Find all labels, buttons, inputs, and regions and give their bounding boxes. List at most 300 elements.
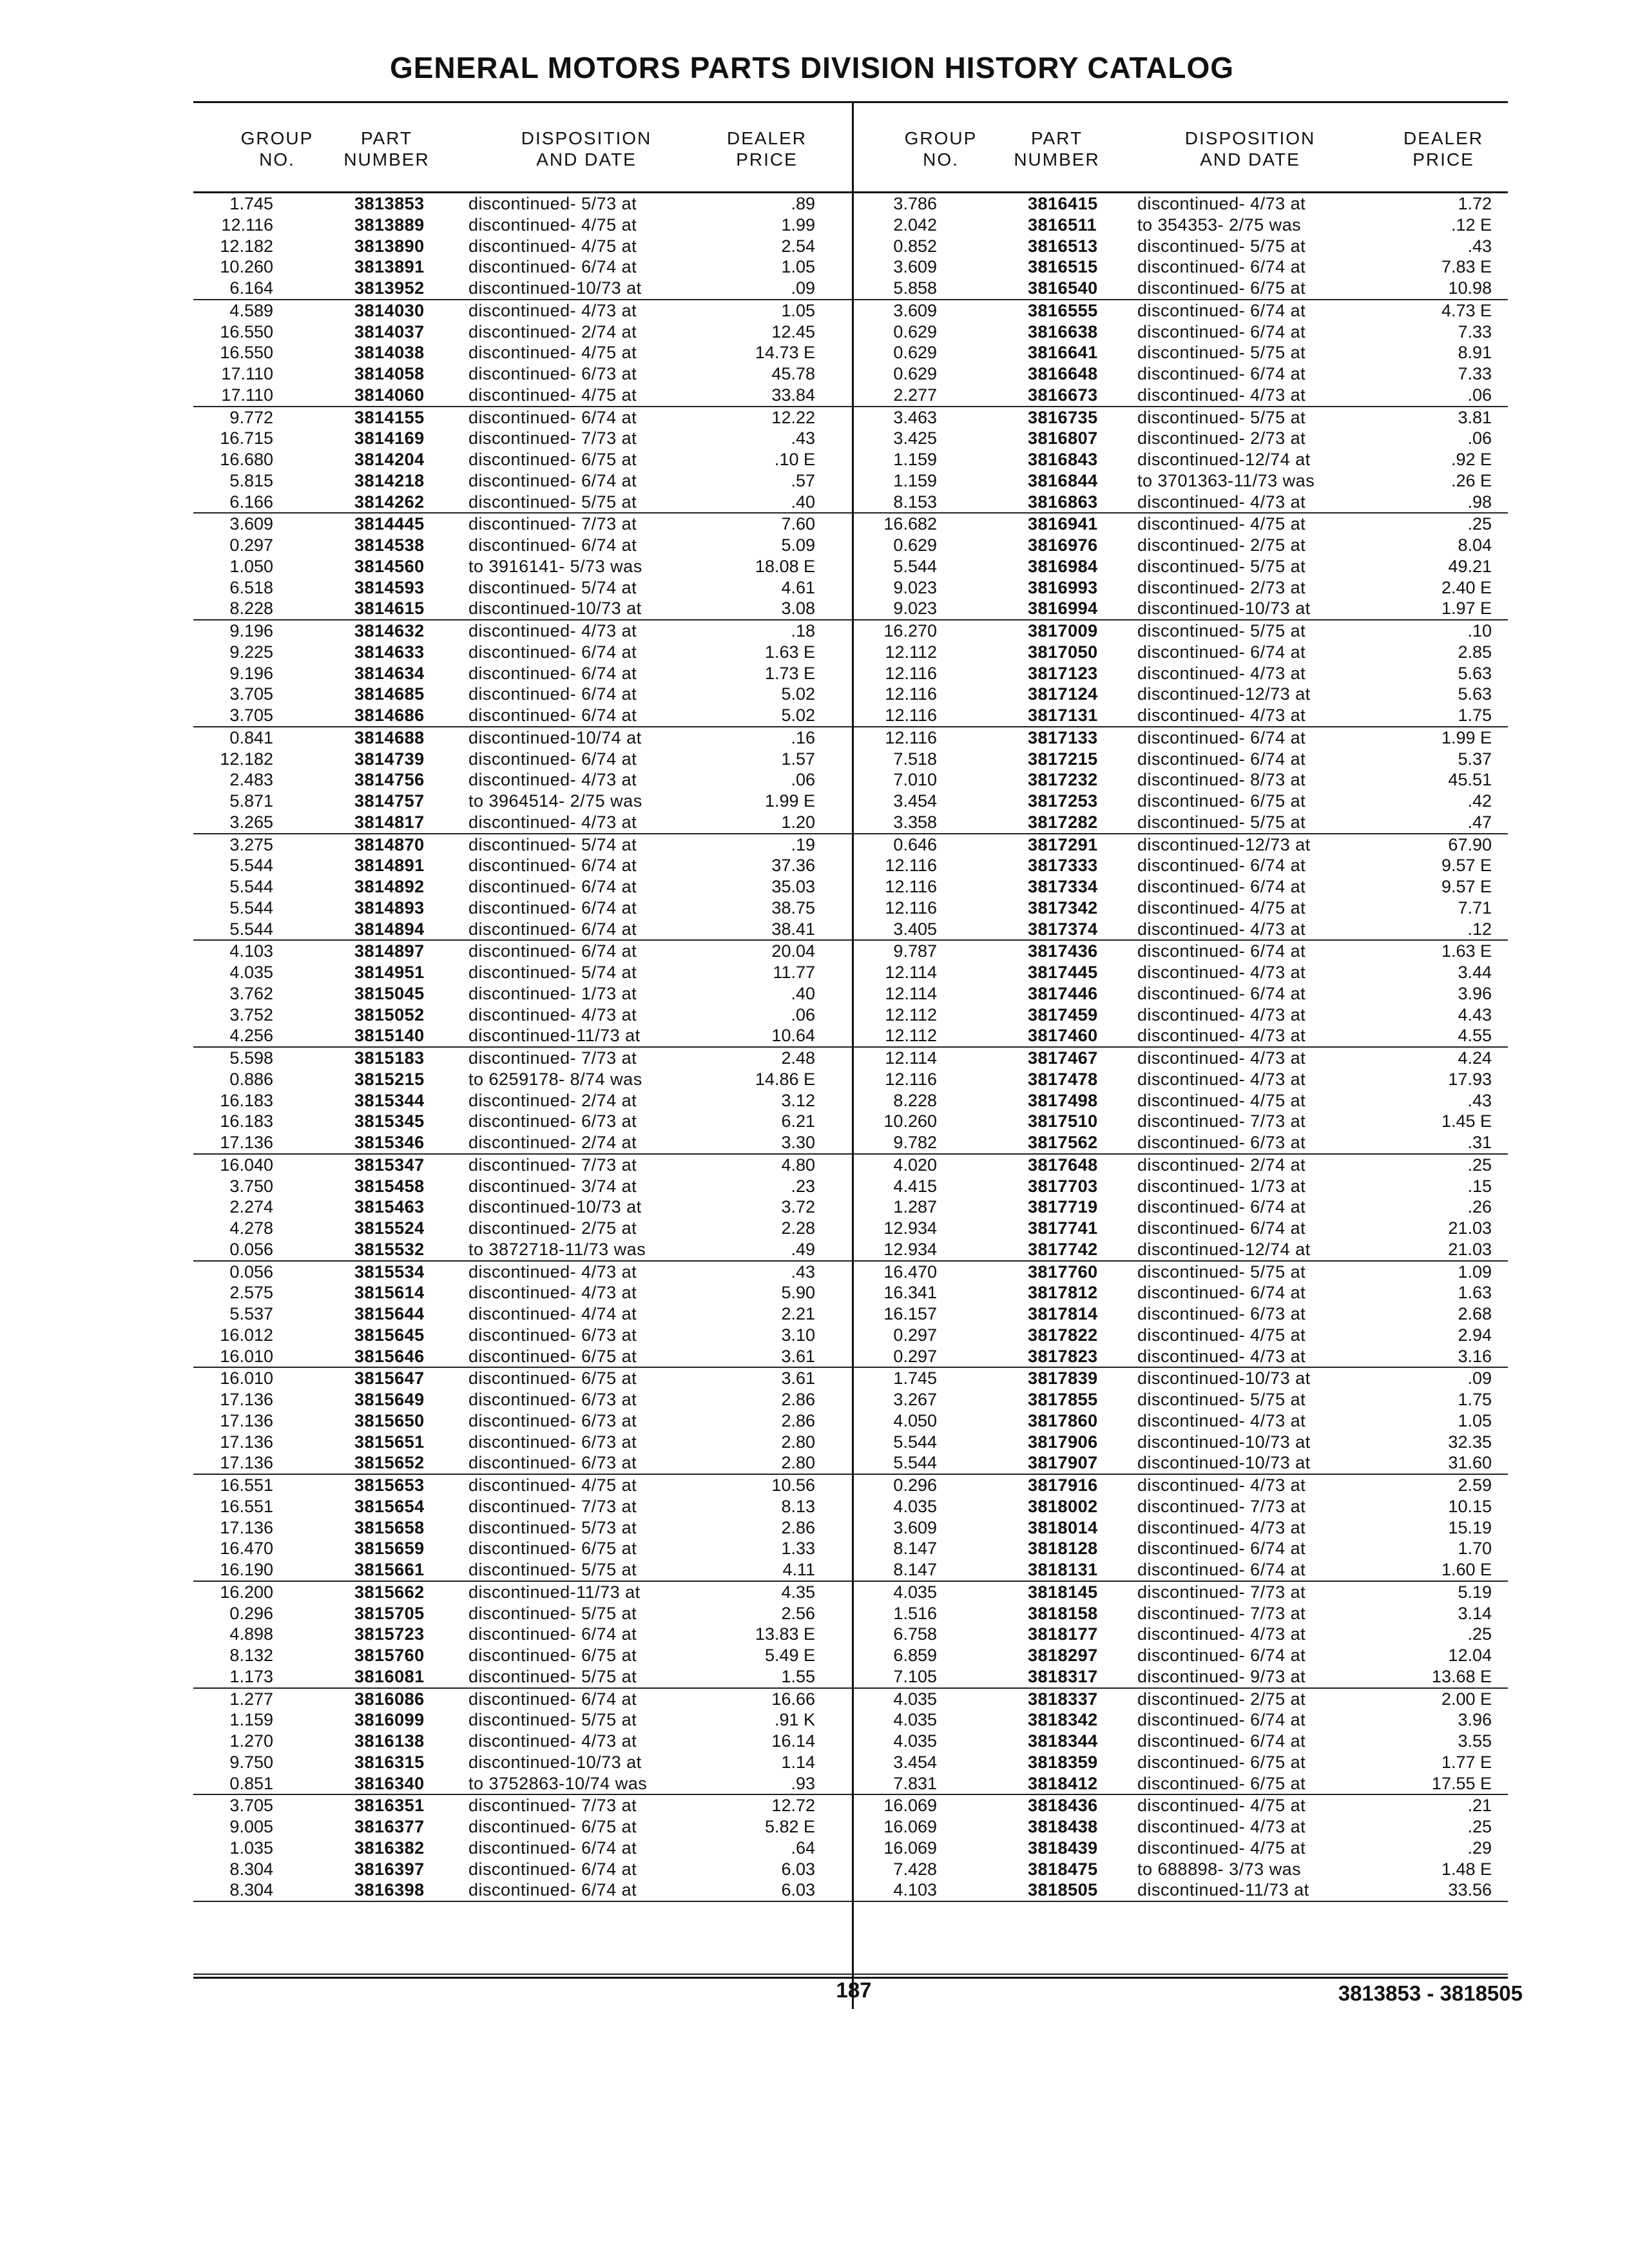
disposition: discontinued- 6/74 at bbox=[1137, 1710, 1306, 1730]
table-row bbox=[193, 727, 852, 749]
table-row bbox=[193, 598, 852, 620]
table-row bbox=[193, 1218, 852, 1239]
part-number: 3816099 bbox=[354, 1710, 425, 1730]
disposition: discontinued- 5/75 at bbox=[468, 1710, 637, 1730]
group-number: 3.463 bbox=[893, 407, 937, 427]
dealer-price: 13.68 E bbox=[1431, 1666, 1492, 1686]
disposition: discontinued- 1/73 at bbox=[1137, 1176, 1306, 1196]
group-number: 1.277 bbox=[229, 1689, 273, 1709]
table-row bbox=[193, 1303, 852, 1325]
disposition: discontinued- 7/73 at bbox=[468, 428, 637, 448]
disposition: discontinued- 5/75 at bbox=[1137, 343, 1306, 363]
header-part-left: PART NUMBER bbox=[343, 128, 430, 169]
part-number: 3817823 bbox=[1028, 1346, 1098, 1366]
table-row bbox=[854, 1689, 1508, 1710]
dealer-price: 3.44 bbox=[1458, 963, 1492, 982]
dealer-price: 2.59 bbox=[1458, 1475, 1492, 1495]
group-number: 2.575 bbox=[229, 1283, 273, 1303]
table-row bbox=[193, 1859, 852, 1880]
disposition: discontinued- 6/73 at bbox=[468, 1325, 637, 1345]
group-number: 1.159 bbox=[229, 1710, 273, 1730]
disposition: discontinued- 4/73 at bbox=[468, 1262, 637, 1282]
dealer-price: 1.48 E bbox=[1441, 1859, 1492, 1879]
dealer-price: .31 bbox=[1467, 1133, 1492, 1152]
part-number: 3817282 bbox=[1028, 812, 1098, 832]
dealer-price: .91 K bbox=[774, 1710, 815, 1730]
dealer-price: .49 bbox=[791, 1239, 815, 1259]
part-number: 3817232 bbox=[1028, 770, 1098, 790]
disposition: discontinued- 7/73 at bbox=[468, 514, 637, 534]
disposition: discontinued- 6/74 at bbox=[1137, 257, 1306, 277]
disposition: discontinued- 6/73 at bbox=[1137, 1133, 1306, 1152]
disposition: discontinued- 7/73 at bbox=[468, 1048, 637, 1068]
dealer-price: .43 bbox=[1467, 236, 1492, 256]
table-row bbox=[854, 1859, 1508, 1880]
table-row bbox=[854, 1582, 1508, 1603]
table-row bbox=[193, 1196, 852, 1218]
dealer-price: .57 bbox=[791, 470, 815, 490]
group-number: 7.831 bbox=[893, 1773, 937, 1793]
dealer-price: 10.15 bbox=[1448, 1496, 1492, 1516]
group-number: 4.035 bbox=[893, 1496, 937, 1516]
table-row bbox=[854, 1282, 1508, 1303]
part-number: 3817460 bbox=[1028, 1026, 1098, 1046]
group-number: 2.274 bbox=[229, 1197, 273, 1217]
group-number: 9.196 bbox=[229, 663, 273, 683]
disposition: discontinued- 6/74 at bbox=[468, 941, 637, 961]
dealer-price: 2.48 bbox=[781, 1048, 815, 1068]
disposition: discontinued-10/73 at bbox=[468, 599, 642, 619]
part-number: 3814634 bbox=[354, 663, 425, 683]
table-row bbox=[854, 1624, 1508, 1645]
dealer-price: 4.11 bbox=[782, 1560, 815, 1579]
group-number: 1.745 bbox=[229, 194, 273, 213]
part-number: 3814893 bbox=[354, 898, 425, 918]
part-number: 3816673 bbox=[1028, 385, 1098, 405]
table-row bbox=[854, 1176, 1508, 1197]
table-row bbox=[193, 1773, 852, 1796]
disposition: discontinued- 4/75 at bbox=[1137, 898, 1306, 918]
table-row bbox=[193, 1239, 852, 1262]
dealer-price: 4.43 bbox=[1458, 1004, 1492, 1024]
part-number: 3816807 bbox=[1028, 428, 1098, 448]
part-number: 3817907 bbox=[1028, 1453, 1098, 1473]
disposition: discontinued- 6/74 at bbox=[468, 663, 637, 683]
group-number: 10.260 bbox=[220, 257, 273, 277]
disposition: discontinued- 7/73 at bbox=[1137, 1582, 1306, 1602]
table-row bbox=[193, 1069, 852, 1090]
disposition: discontinued- 6/74 at bbox=[468, 642, 637, 662]
dealer-price: 21.03 bbox=[1448, 1218, 1492, 1238]
dealer-price: .10 bbox=[1467, 621, 1492, 640]
part-number: 3815140 bbox=[354, 1026, 425, 1046]
dealer-price: 9.57 E bbox=[1441, 877, 1492, 896]
disposition: discontinued- 6/75 at bbox=[468, 1817, 637, 1836]
disposition: discontinued- 2/75 at bbox=[1137, 535, 1306, 555]
table-row bbox=[854, 791, 1508, 812]
disposition: discontinued-12/73 at bbox=[1137, 684, 1311, 704]
dealer-price: 7.83 E bbox=[1441, 257, 1492, 277]
disposition: discontinued- 4/73 at bbox=[1137, 919, 1306, 939]
group-number: 5.537 bbox=[229, 1304, 273, 1323]
table-row bbox=[854, 363, 1508, 385]
dealer-price: .43 bbox=[1467, 1090, 1492, 1110]
disposition: discontinued- 6/74 at bbox=[1137, 1539, 1306, 1559]
dealer-price: 14.86 E bbox=[755, 1069, 815, 1089]
disposition: discontinued- 6/74 at bbox=[1137, 364, 1306, 383]
part-number: 3816641 bbox=[1028, 343, 1098, 363]
group-number: 8.147 bbox=[893, 1560, 937, 1579]
table-row bbox=[854, 1709, 1508, 1731]
table-row bbox=[854, 876, 1508, 898]
dealer-price: 1.99 E bbox=[1441, 727, 1492, 747]
part-number: 3817291 bbox=[1028, 834, 1098, 854]
table-row bbox=[854, 1452, 1508, 1475]
dealer-price: .29 bbox=[1467, 1838, 1492, 1858]
part-number: 3815183 bbox=[354, 1048, 425, 1068]
disposition: discontinued- 6/74 at bbox=[1137, 642, 1306, 662]
part-number: 3815534 bbox=[354, 1262, 425, 1282]
group-number: 4.035 bbox=[893, 1689, 937, 1709]
dealer-price: 12.04 bbox=[1448, 1646, 1492, 1665]
disposition: discontinued-10/74 at bbox=[468, 727, 642, 747]
group-number: 1.050 bbox=[229, 556, 273, 576]
disposition: to 6259178- 8/74 was bbox=[468, 1069, 642, 1089]
part-number: 3816382 bbox=[354, 1838, 425, 1858]
disposition: discontinued- 2/75 at bbox=[468, 1218, 637, 1238]
group-number: 4.035 bbox=[893, 1710, 937, 1730]
dealer-price: 12.72 bbox=[771, 1796, 815, 1816]
disposition: discontinued- 2/73 at bbox=[1137, 577, 1306, 597]
dealer-price: 31.60 bbox=[1448, 1453, 1492, 1473]
table-row bbox=[854, 514, 1508, 535]
part-number: 3818128 bbox=[1028, 1539, 1098, 1559]
group-number: 16.183 bbox=[220, 1111, 273, 1131]
dealer-price: 2.56 bbox=[781, 1603, 815, 1623]
dealer-price: 16.14 bbox=[771, 1731, 815, 1751]
dealer-price: 1.99 E bbox=[764, 791, 815, 811]
group-number: 0.852 bbox=[893, 236, 937, 256]
dealer-price: 33.56 bbox=[1448, 1880, 1492, 1900]
disposition: discontinued- 4/73 at bbox=[1137, 1048, 1306, 1068]
group-number: 1.516 bbox=[893, 1603, 937, 1623]
dealer-price: 38.41 bbox=[771, 919, 815, 939]
table-row bbox=[854, 342, 1508, 363]
dealer-price: .25 bbox=[1467, 1817, 1492, 1836]
dealer-price: 20.04 bbox=[771, 941, 815, 961]
part-number: 3818014 bbox=[1028, 1517, 1098, 1537]
dealer-price: 4.61 bbox=[781, 577, 815, 597]
part-number: 3816976 bbox=[1028, 535, 1098, 555]
group-number: 8.228 bbox=[893, 1090, 937, 1110]
group-number: 10.260 bbox=[883, 1111, 937, 1131]
disposition: discontinued- 8/73 at bbox=[1137, 770, 1306, 790]
group-number: 17.110 bbox=[221, 364, 273, 383]
disposition: discontinued- 5/75 at bbox=[468, 1666, 637, 1686]
dealer-price: 14.73 E bbox=[755, 343, 815, 363]
dealer-price: .43 bbox=[791, 1262, 815, 1282]
part-number: 3818297 bbox=[1028, 1646, 1098, 1665]
group-number: 3.267 bbox=[893, 1390, 937, 1409]
dealer-price: 1.09 bbox=[1458, 1262, 1492, 1282]
table-row bbox=[854, 1069, 1508, 1090]
dealer-price: .15 bbox=[1467, 1176, 1492, 1196]
table-row bbox=[854, 535, 1508, 556]
table-row bbox=[193, 556, 852, 577]
dealer-price: 2.86 bbox=[781, 1390, 815, 1409]
dealer-price: .23 bbox=[791, 1176, 815, 1196]
group-number: 16.069 bbox=[883, 1817, 937, 1836]
dealer-price: 32.35 bbox=[1448, 1432, 1492, 1452]
group-number: 3.705 bbox=[229, 1796, 273, 1816]
disposition: discontinued- 4/75 at bbox=[1137, 1838, 1306, 1858]
part-number: 3814686 bbox=[354, 706, 425, 725]
header-disposition-left: DISPOSITION AND DATE bbox=[521, 128, 652, 169]
part-number: 3814757 bbox=[354, 791, 425, 811]
disposition: discontinued- 4/73 at bbox=[1137, 963, 1306, 982]
group-number: 12.114 bbox=[885, 983, 937, 1003]
part-number: 3817814 bbox=[1028, 1304, 1098, 1323]
disposition: discontinued- 2/75 at bbox=[1137, 1689, 1306, 1709]
part-number: 3815614 bbox=[354, 1283, 425, 1303]
disposition: discontinued-12/74 at bbox=[1137, 450, 1311, 469]
table-row bbox=[193, 1538, 852, 1559]
part-number: 3816415 bbox=[1028, 194, 1098, 213]
part-number: 3813952 bbox=[354, 278, 425, 298]
part-number: 3816540 bbox=[1028, 278, 1098, 298]
table-row bbox=[854, 642, 1508, 663]
part-number: 3814633 bbox=[354, 642, 425, 662]
disposition: discontinued- 5/75 at bbox=[1137, 621, 1306, 640]
disposition: discontinued- 4/75 at bbox=[1137, 514, 1306, 534]
dealer-price: .10 E bbox=[774, 450, 815, 469]
group-number: 12.116 bbox=[885, 706, 937, 725]
part-number: 3815346 bbox=[354, 1133, 425, 1152]
disposition: discontinued- 4/73 at bbox=[468, 1731, 637, 1751]
part-number: 3818002 bbox=[1028, 1496, 1098, 1516]
disposition: discontinued- 4/73 at bbox=[1137, 492, 1306, 512]
group-number: 12.116 bbox=[221, 215, 273, 235]
table-row bbox=[854, 1132, 1508, 1155]
dealer-price: .06 bbox=[1467, 385, 1492, 405]
group-number: 4.035 bbox=[893, 1731, 937, 1751]
table-row bbox=[193, 1879, 852, 1902]
table-row bbox=[193, 535, 852, 556]
part-number: 3817436 bbox=[1028, 941, 1098, 961]
part-number: 3814262 bbox=[354, 492, 425, 512]
disposition: discontinued- 7/73 at bbox=[1137, 1603, 1306, 1623]
part-number: 3817123 bbox=[1028, 663, 1098, 683]
group-number: 4.415 bbox=[893, 1176, 937, 1196]
dealer-price: 18.08 E bbox=[755, 556, 815, 576]
group-number: 5.598 bbox=[229, 1048, 273, 1068]
table-row bbox=[854, 919, 1508, 941]
dealer-price: 2.68 bbox=[1458, 1304, 1492, 1323]
group-number: 12.114 bbox=[885, 1048, 937, 1068]
table-row bbox=[193, 1048, 852, 1069]
disposition: discontinued- 4/73 at bbox=[1137, 1410, 1306, 1430]
disposition: discontinued- 6/74 at bbox=[1137, 1283, 1306, 1303]
part-number: 3817916 bbox=[1028, 1475, 1098, 1495]
part-number: 3817719 bbox=[1028, 1197, 1098, 1217]
part-number: 3814037 bbox=[354, 322, 425, 341]
table-row bbox=[193, 1582, 852, 1603]
dealer-price: 5.63 bbox=[1458, 684, 1492, 704]
table-row bbox=[193, 1689, 852, 1710]
group-number: 17.136 bbox=[220, 1410, 273, 1430]
disposition: discontinued- 6/75 at bbox=[468, 1646, 637, 1665]
part-number: 3818317 bbox=[1028, 1666, 1098, 1686]
part-number: 3815532 bbox=[354, 1239, 425, 1259]
disposition: discontinued- 5/75 at bbox=[1137, 407, 1306, 427]
part-number: 3818145 bbox=[1028, 1582, 1098, 1602]
part-number: 3817050 bbox=[1028, 642, 1098, 662]
group-number: 5.858 bbox=[893, 278, 937, 298]
dealer-price: 33.84 bbox=[771, 385, 815, 405]
group-number: 4.589 bbox=[229, 300, 273, 320]
disposition: discontinued- 7/73 at bbox=[468, 1496, 637, 1516]
table-row bbox=[854, 278, 1508, 300]
part-number: 3815653 bbox=[354, 1475, 425, 1495]
dealer-price: 2.21 bbox=[781, 1304, 815, 1323]
part-number: 3816993 bbox=[1028, 577, 1098, 597]
disposition: discontinued- 6/74 at bbox=[468, 749, 637, 769]
group-number: 0.297 bbox=[893, 1325, 937, 1345]
group-number: 3.265 bbox=[229, 812, 273, 832]
table-row bbox=[854, 1239, 1508, 1262]
group-number: 3.275 bbox=[229, 834, 273, 854]
table-row bbox=[854, 983, 1508, 1004]
disposition: discontinued- 5/75 at bbox=[1137, 812, 1306, 832]
table-row bbox=[854, 1346, 1508, 1369]
disposition: discontinued- 4/73 at bbox=[468, 1004, 637, 1024]
disposition: discontinued- 5/75 at bbox=[1137, 236, 1306, 256]
table-row bbox=[854, 1155, 1508, 1176]
dealer-price: 1.63 bbox=[1458, 1283, 1492, 1303]
dealer-price: 1.77 E bbox=[1441, 1752, 1492, 1772]
dealer-price: 6.03 bbox=[781, 1880, 815, 1900]
part-number: 3814560 bbox=[354, 556, 425, 576]
part-number: 3816555 bbox=[1028, 300, 1098, 320]
group-number: 0.296 bbox=[229, 1603, 273, 1623]
group-number: 1.287 bbox=[893, 1197, 937, 1217]
table-row bbox=[854, 1090, 1508, 1111]
part-number: 3814817 bbox=[354, 812, 425, 832]
disposition: discontinued- 6/74 at bbox=[1137, 941, 1306, 961]
dealer-price: 1.60 E bbox=[1441, 1560, 1492, 1579]
table-row bbox=[193, 1155, 852, 1176]
disposition: discontinued- 6/74 at bbox=[468, 706, 637, 725]
group-number: 0.056 bbox=[229, 1262, 273, 1282]
table-row bbox=[193, 684, 852, 705]
group-number: 6.166 bbox=[229, 492, 273, 512]
dealer-price: 7.60 bbox=[781, 514, 815, 534]
disposition: discontinued- 6/74 at bbox=[1137, 1218, 1306, 1238]
disposition: discontinued- 6/73 at bbox=[468, 1390, 637, 1409]
group-number: 12.114 bbox=[885, 963, 937, 982]
table-row bbox=[193, 1731, 852, 1752]
group-number: 16.040 bbox=[220, 1155, 273, 1175]
group-number: 7.105 bbox=[893, 1666, 937, 1686]
part-number: 3815705 bbox=[354, 1603, 425, 1623]
table-row bbox=[854, 812, 1508, 834]
table-row bbox=[193, 322, 852, 343]
dealer-price: 5.63 bbox=[1458, 663, 1492, 683]
dealer-price: .12 bbox=[1467, 919, 1492, 939]
part-number: 3814685 bbox=[354, 684, 425, 704]
table-row bbox=[193, 663, 852, 684]
disposition: discontinued- 6/73 at bbox=[468, 364, 637, 383]
table-row bbox=[854, 215, 1508, 236]
part-number: 3814169 bbox=[354, 428, 425, 448]
part-number: 3815458 bbox=[354, 1176, 425, 1196]
group-number: 0.296 bbox=[893, 1475, 937, 1495]
group-number: 4.103 bbox=[893, 1880, 937, 1900]
part-number: 3814891 bbox=[354, 856, 425, 876]
disposition: discontinued- 6/75 at bbox=[1137, 1773, 1306, 1793]
table-row bbox=[854, 1025, 1508, 1048]
dealer-price: 5.09 bbox=[781, 535, 815, 555]
part-number: 3818131 bbox=[1028, 1560, 1098, 1579]
table-row bbox=[854, 855, 1508, 876]
table-row bbox=[193, 1709, 852, 1731]
group-number: 12.112 bbox=[885, 1004, 937, 1024]
table-row bbox=[193, 193, 852, 215]
table-row bbox=[854, 749, 1508, 770]
part-number: 3814593 bbox=[354, 577, 425, 597]
part-number: 3817467 bbox=[1028, 1048, 1098, 1068]
dealer-price: .06 bbox=[791, 770, 815, 790]
disposition: discontinued- 6/74 at bbox=[1137, 1560, 1306, 1579]
dealer-price: .19 bbox=[791, 834, 815, 854]
disposition: discontinued- 4/73 at bbox=[468, 621, 637, 640]
table-row bbox=[193, 876, 852, 898]
table-row bbox=[193, 1666, 852, 1689]
group-number: 5.871 bbox=[229, 791, 273, 811]
part-number: 3817133 bbox=[1028, 727, 1098, 747]
disposition: discontinued- 6/74 at bbox=[468, 470, 637, 490]
group-number: 3.705 bbox=[229, 706, 273, 725]
table-row bbox=[854, 684, 1508, 705]
group-number: 3.358 bbox=[893, 812, 937, 832]
group-number: 3.750 bbox=[229, 1176, 273, 1196]
disposition: discontinued- 6/74 at bbox=[1137, 1731, 1306, 1751]
table-row bbox=[854, 705, 1508, 727]
group-number: 5.544 bbox=[893, 556, 937, 576]
table-row bbox=[854, 1325, 1508, 1346]
dealer-price: .09 bbox=[1467, 1369, 1492, 1389]
disposition: discontinued- 6/75 at bbox=[468, 450, 637, 469]
table-row bbox=[193, 1645, 852, 1666]
table-row bbox=[854, 449, 1508, 470]
group-number: 1.035 bbox=[229, 1838, 273, 1858]
disposition: discontinued-10/73 at bbox=[1137, 1453, 1311, 1473]
group-number: 0.629 bbox=[893, 322, 937, 341]
dealer-price: 4.80 bbox=[781, 1155, 815, 1175]
group-number: 4.256 bbox=[229, 1026, 273, 1046]
group-number: 16.190 bbox=[220, 1560, 273, 1579]
dealer-price: 5.02 bbox=[781, 706, 815, 725]
group-number: 9.023 bbox=[893, 599, 937, 619]
disposition: discontinued- 6/74 at bbox=[468, 856, 637, 876]
dealer-price: .25 bbox=[1467, 1155, 1492, 1175]
table-row bbox=[193, 236, 852, 257]
group-number: 3.786 bbox=[893, 194, 937, 213]
group-number: 7.518 bbox=[893, 749, 937, 769]
disposition: discontinued- 4/73 at bbox=[1137, 1475, 1306, 1495]
table-row bbox=[193, 428, 852, 449]
table-row bbox=[193, 577, 852, 599]
